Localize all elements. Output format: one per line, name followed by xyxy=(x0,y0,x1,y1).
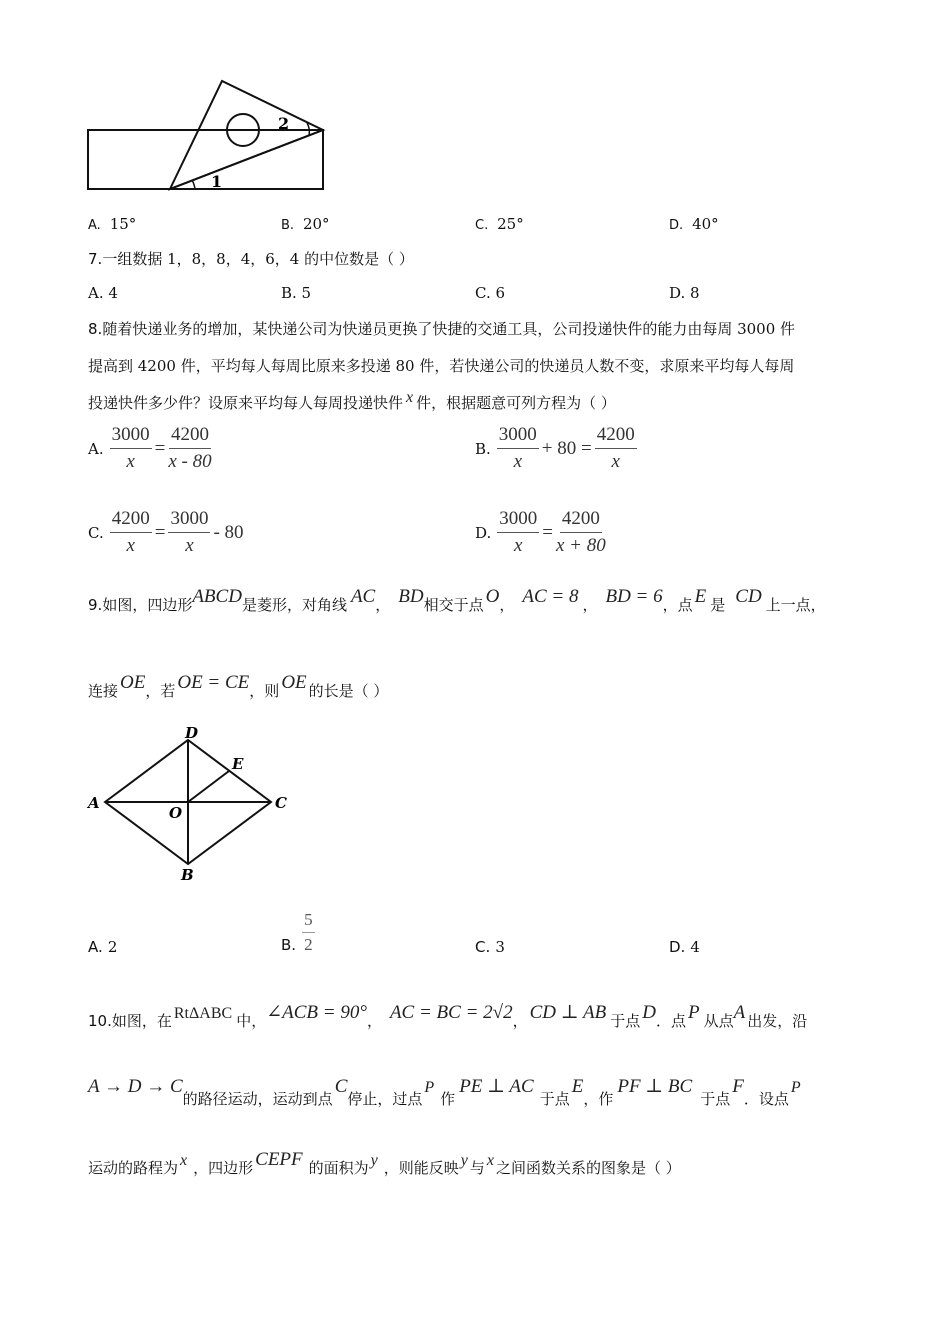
q6-option-c[interactable] xyxy=(475,215,524,233)
q8-option-d[interactable] xyxy=(475,508,606,557)
q9-option-a[interactable]: A. 2 xyxy=(88,938,118,956)
q8-line-2: 提高到 4200 件，平均每人每周比原来多投递 80 件，若快递公司的快递员人数不变，求原来平均每人每周 xyxy=(88,357,795,375)
q6-option-b[interactable] xyxy=(281,215,330,233)
q8-c-frac-1: $\frac{4200}{x}$ xyxy=(111,508,150,556)
q6-option-a[interactable] xyxy=(88,215,136,233)
q6-label-2: 2 xyxy=(278,114,290,133)
q6-figure xyxy=(85,75,335,195)
q9-number: 9. xyxy=(88,596,103,614)
q6-angle-arc-1 xyxy=(192,180,195,189)
q8-a-frac-1: $\frac{3000}{x}$ xyxy=(111,424,150,472)
q7-option-b[interactable]: B. 5 xyxy=(281,284,312,302)
q8-b-frac-2: $\frac{4200}{x}$ xyxy=(596,424,635,472)
q9-label-c: C xyxy=(275,794,287,812)
q8-a-frac-2: $\frac{4200}{x - 80}$ xyxy=(168,424,212,472)
q8-c-op: = xyxy=(154,521,166,543)
q6-option-a-letter: A. xyxy=(88,218,101,233)
q6-option-d-letter: D. xyxy=(669,218,684,233)
q8-line-3b: 件，根据题意可列方程为（ ） xyxy=(416,394,616,412)
q6-option-d[interactable] xyxy=(669,215,719,233)
q6-option-c-value: 25° xyxy=(497,215,524,233)
q9-option-b[interactable]: B. $\frac{5}{2}$ xyxy=(281,910,313,954)
q9-line-2: 连接 OE，若 OE = CE，则 OE 的长是（ ） xyxy=(88,672,389,700)
q7-option-c[interactable]: C. 6 xyxy=(475,284,506,302)
q10-line-3: 运动的路程为 x ，四边形 CEPF 的面积为 y ，则能反映 y 与 x 之间函数关系的图象是（ ） xyxy=(88,1149,681,1177)
q9-label-e: E xyxy=(232,755,244,773)
q9-option-d[interactable]: D. 4 xyxy=(669,938,700,956)
q10-number: 10. xyxy=(88,1012,112,1030)
q6-label-1: 1 xyxy=(211,172,223,191)
q6-option-d-value: 40° xyxy=(692,215,719,233)
q9-label-o: O xyxy=(169,804,183,822)
q8-option-a-letter: A. xyxy=(88,439,104,458)
q9-line-1: 9.如图，四边形ABCD是菱形，对角线 AC， BD相交于点 O， AC = 8 ， BD = 6，点 E 是 CD 上一点， xyxy=(88,586,826,614)
q7-option-a[interactable]: A. 4 xyxy=(88,284,118,302)
q8-option-d-letter: D. xyxy=(475,523,492,542)
q6-rectangle xyxy=(88,130,323,189)
q6-option-b-letter: B. xyxy=(281,218,295,233)
q8-b-frac-1: $\frac{3000}{x}$ xyxy=(498,424,537,472)
q10-line-1: 10.如图，在 RtΔABC 中，∠ACB = 90°， AC = BC = 2√2， CD ⊥ AB 于点 D．点 P 从点A 出发，沿 xyxy=(88,1002,808,1030)
q9-label-a: A xyxy=(88,794,100,812)
q8-option-b-letter: B. xyxy=(475,439,491,458)
q8-c-tail: - 80 xyxy=(213,521,244,543)
q9-figure xyxy=(85,722,300,887)
q9-segment-oe xyxy=(188,771,229,802)
q9-label-b: B xyxy=(181,866,194,884)
q10-line-2: A → D → C的路径运动，运动到点C停止，过点P作PE ⊥ AC于点E，作PF ⊥ BC于点F．设点P xyxy=(88,1076,801,1108)
q8-option-c[interactable] xyxy=(88,508,247,557)
q8-line-1-text: 随着快递业务的增加，某快递公司为快递员更换了快捷的交通工具，公司投递快件的能力由每周 3000 件 xyxy=(102,320,796,338)
q6-option-a-value: 15° xyxy=(109,215,137,233)
q7-number: 7. xyxy=(88,250,103,268)
q8-d-frac-2: $\frac{4200}{x + 80}$ xyxy=(555,508,606,556)
q6-option-b-value: 20° xyxy=(302,215,330,233)
q7-text: 一组数据 1，8，8，4，6，4 的中位数是（ ） xyxy=(102,250,414,268)
q6-option-c-letter: C. xyxy=(475,218,489,233)
q9-label-d: D xyxy=(185,724,199,742)
q8-line-3 xyxy=(88,389,616,413)
q9-b-fraction: $\frac{5}{2}$ xyxy=(304,910,313,954)
q7-stem xyxy=(88,248,414,269)
q8-a-op: = xyxy=(154,437,166,459)
q8-option-c-letter: C. xyxy=(88,523,104,542)
q7-option-d[interactable]: D. 8 xyxy=(669,284,700,302)
q8-option-a[interactable] xyxy=(88,424,212,473)
q8-c-frac-2: $\frac{3000}{x}$ xyxy=(170,508,209,556)
q9-option-c[interactable]: C. 3 xyxy=(475,938,505,956)
q8-b-op: + 80 = xyxy=(541,437,592,459)
q8-number: 8. xyxy=(88,320,103,338)
q8-line-1 xyxy=(88,318,795,339)
q6-diagonal xyxy=(170,130,323,189)
q8-d-frac-1: $\frac{3000}{x}$ xyxy=(499,508,538,556)
q6-triangle xyxy=(170,81,323,189)
q8-var-x: x xyxy=(406,389,414,406)
q8-d-op: = xyxy=(542,521,553,543)
q8-line-3a: 投递快件多少件？设原来平均每人每周投递快件 xyxy=(88,394,404,412)
q8-option-b[interactable] xyxy=(475,424,637,473)
